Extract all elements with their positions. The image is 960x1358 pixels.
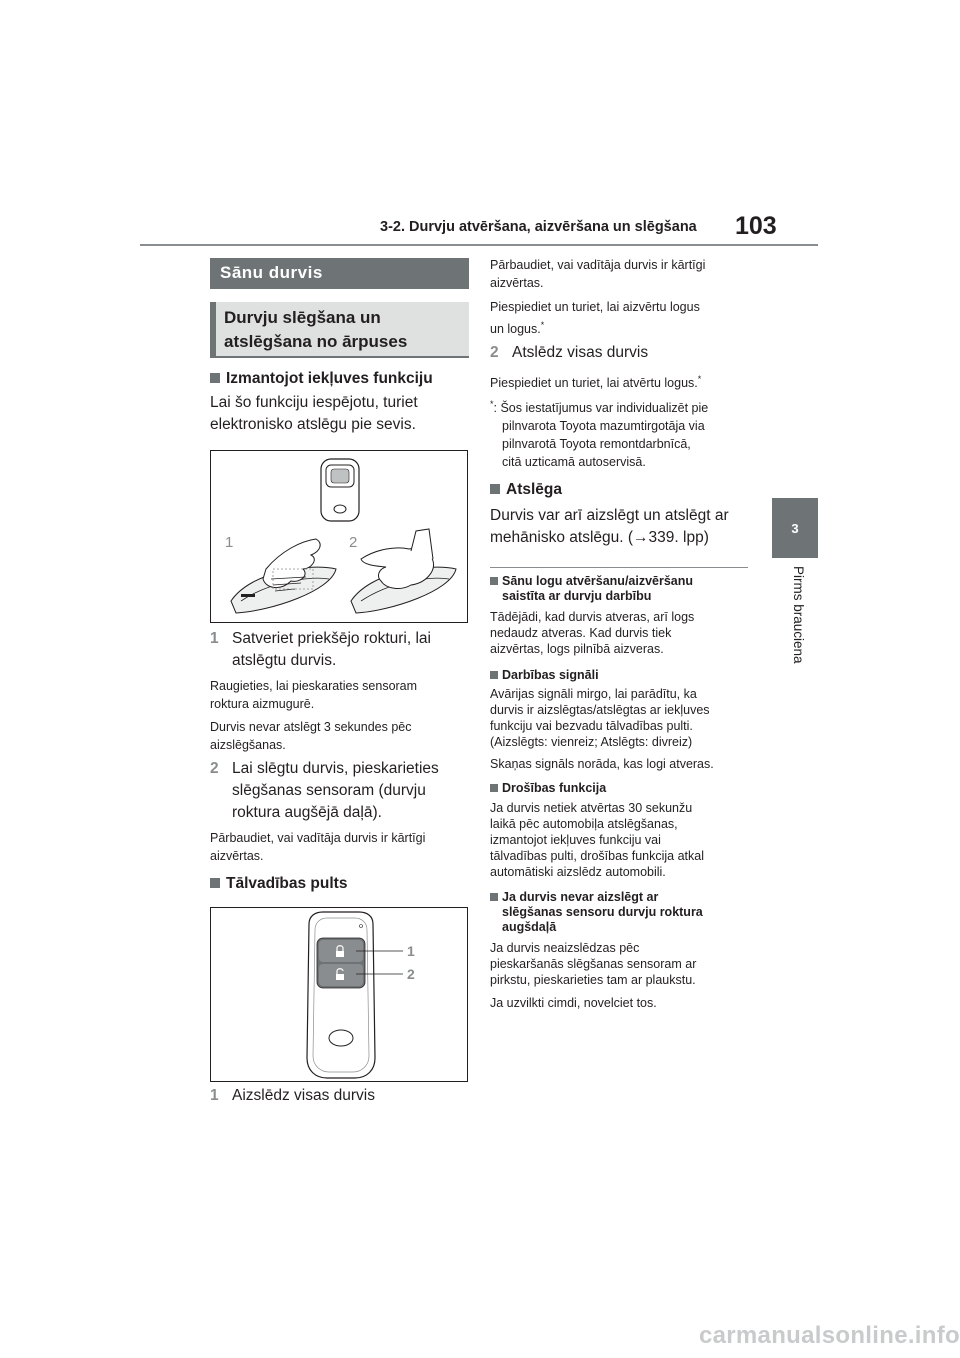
subsection-title: [210, 302, 469, 358]
figure-label-2: 2: [407, 966, 415, 982]
smart-key-icon: [321, 459, 359, 521]
subsection-title-line2: atslēgšana no ārpuses: [224, 332, 408, 351]
step-1-note-1: Raugieties, lai pieskaraties sensoram roktura aizmugurē.: [210, 679, 418, 711]
right-note-2: Piespiediet un turiet, lai aizvērtu logus un logus.*: [490, 300, 700, 337]
bullet-square-icon: [490, 577, 498, 585]
remote-step-1-number: 1: [210, 1087, 219, 1104]
remote-step-1: 1 Aizslēdz visas durvis: [210, 1085, 375, 1107]
info-1-body: Tādējādi, kad durvis atveras, arī logs nedaudz atveras. Kad durvis tiek aizvērtas, logs pilnībā aizveras.: [490, 610, 695, 656]
info-3-body: Ja durvis netiek atvērtas 30 sekunžu laikā pēc automobiļa atslēgšanas, izmantojot iekļuves funkciju vai tālvadības pulti, drošības funkcija atkal automātiski aizslēdz automobili.: [490, 801, 705, 879]
info-3-title: Drošības funkcija: [490, 781, 606, 796]
step-2-number: 2: [210, 760, 219, 777]
asterisk: *: [540, 320, 545, 330]
remote-key-illustration: [211, 908, 467, 1081]
bullet-square-icon: [490, 784, 498, 792]
info-2-extra: Skaņas signāls norāda, kas logi atveras.: [490, 757, 714, 771]
entry-function-figure: [210, 450, 468, 623]
footnote-mark: *: [490, 399, 494, 409]
figure-label-2: 2: [349, 534, 358, 551]
bullet-square-icon: [490, 893, 498, 901]
info-4-title: Ja durvis nevar aizslēgt ar slēgšanas sensoru durvju roktura augšdaļā: [490, 890, 703, 935]
step-1-note-2: Durvis nevar atslēgt 3 sekundes pēc aizslēgšanas.: [210, 720, 412, 752]
bullet-square-icon: [490, 671, 498, 679]
step-2: 2 Lai slēgtu durvis, pieskarieties slēgšanas sensoram (durvju roktura augšējā daļā).: [210, 758, 439, 824]
bullet-square-icon: [210, 878, 220, 888]
right-note-1: Pārbaudiet, vai vadītāja durvis ir kārtīgi aizvērtas.: [490, 258, 706, 290]
info-1-title: Sānu logu atvēršanu/aizvēršanu saistīta ar durvju darbību: [490, 574, 693, 604]
info-4-body: Ja durvis neaizslēdzas pēc pieskaršanās slēgšanas sensoram ar pirkstu, pieskarieties tam ar plaukstu.: [490, 941, 697, 987]
subsection-title-line1: Durvju slēgšana un: [224, 308, 381, 327]
figure-label-1: 1: [407, 943, 415, 959]
watermark: carmanualsonline.info: [698, 1322, 960, 1349]
info-4-extra: Ja uzvilkti cimdi, novelciet tos.: [490, 996, 657, 1010]
remote-figure: [210, 907, 468, 1082]
page-number: 103: [735, 212, 777, 240]
divider: [490, 567, 748, 568]
section-header: 3-2. Durvju atvēršana, aizvēršana un slēgšana: [380, 219, 697, 235]
right-step-2-number: 2: [490, 344, 499, 361]
hand-touching-icon: [361, 529, 434, 588]
right-step-2: 2 Atslēdz visas durvis: [490, 342, 648, 364]
remote-fob-icon: [307, 912, 375, 1078]
entry-heading: Izmantojot iekļuves funkciju: [210, 370, 433, 388]
chapter-label: Pirms brauciena: [791, 566, 806, 664]
asterisk: *: [697, 374, 702, 384]
right-note-3: Piespiediet un turiet, lai atvērtu logus.*: [490, 374, 702, 391]
step-1: 1 Satveriet priekšējo rokturi, lai atslēgtu durvis.: [210, 628, 431, 672]
section-title: Sānu durvis: [210, 258, 469, 289]
figure-label-1: 1: [225, 534, 234, 551]
remote-heading: Tālvadības pults: [210, 875, 347, 893]
footnote: *: Šos iestatījumus var individualizēt pie pilnvarota Toyota mazumtirgotāja via pilnvarotā Toyota remontdarbnīcā, citā uzticamā autoservisā.: [490, 399, 709, 470]
arrow-right-icon: →: [633, 529, 649, 546]
bullet-square-icon: [490, 484, 500, 494]
entry-intro: Lai šo funkciju iespējotu, turiet elektronisko atslēgu pie sevis.: [210, 394, 418, 433]
chapter-tab: 3: [772, 498, 818, 558]
key-heading: Atslēga: [490, 481, 562, 499]
step-2-note: Pārbaudiet, vai vadītāja durvis ir kārtīgi aizvērtas.: [210, 831, 426, 863]
key-text: Durvis var arī aizslēgt un atslēgt ar mehānisko atslēgu. (→339. lpp): [490, 507, 729, 546]
info-2-title: Darbības signāli: [490, 668, 599, 683]
bullet-square-icon: [210, 373, 220, 383]
header-rule: [140, 244, 818, 246]
door-handle-illustration: [211, 451, 467, 622]
step-1-number: 1: [210, 630, 219, 647]
info-2-body: Avārijas signāli mirgo, lai parādītu, ka durvis ir aizslēgtas/atslēgtas ar iekļuves funkciju vai bezvadu tālvadības pulti. (Aizslēgts: vienreiz; Atslēgts: divreiz): [490, 687, 710, 749]
